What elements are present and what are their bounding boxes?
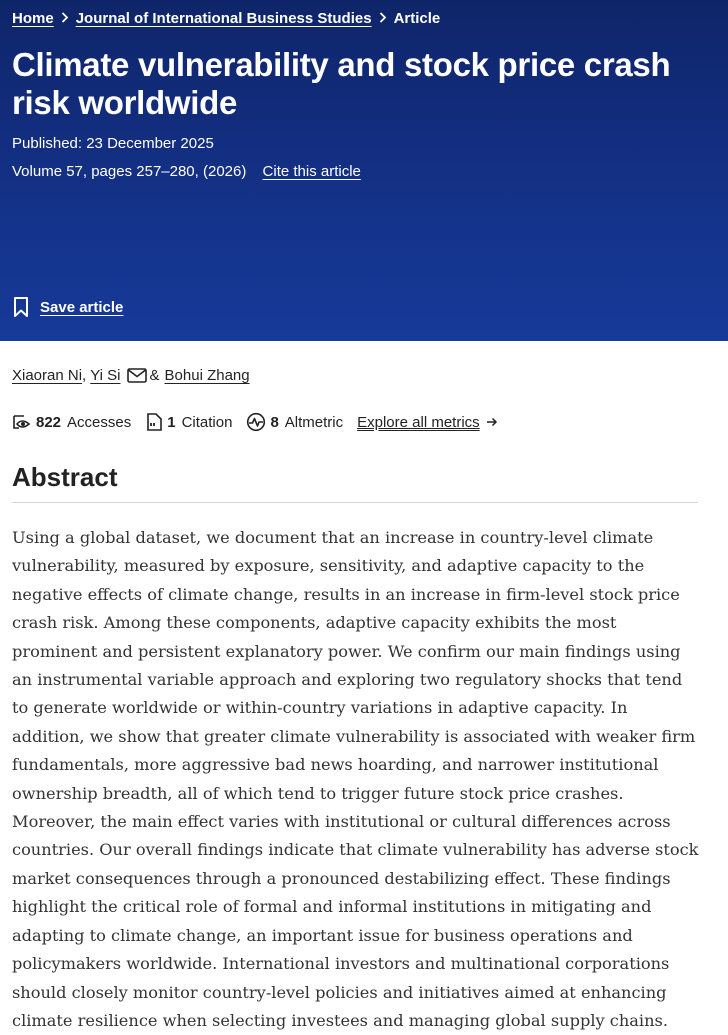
author-separator: , [82,367,87,384]
published-date: Published: 23 December 2025 [12,135,214,152]
volume-pages: Volume 57, pages 257–280, (2026) [12,163,247,180]
quote-icon [145,412,163,432]
citations-label: Citation [181,413,233,431]
save-article-label: Save article [40,298,124,316]
accesses-label: Accesses [67,413,132,431]
author-link[interactable]: Bohui Zhang [164,367,250,384]
explore-metrics-link[interactable] [357,414,498,431]
breadcrumb-current: Article [393,10,441,27]
chevron-right-icon [61,11,69,26]
explore-metrics-label: Explore all metrics [357,413,480,431]
author-link[interactable]: Xiaoran Ni [12,367,83,384]
article-metrics [12,412,498,432]
accesses-metric [12,412,131,432]
save-article-button[interactable] [12,296,123,318]
author-link[interactable]: Yi Si [90,367,121,384]
abstract-heading: Abstract [12,462,118,492]
altmetric-metric [246,412,343,432]
envelope-icon[interactable] [127,368,147,383]
breadcrumb-home-link[interactable]: Home [12,10,54,27]
altmetric-count: 8 [270,413,279,431]
accesses-count: 822 [36,413,62,431]
chevron-right-icon [379,11,387,26]
breadcrumb [12,10,440,27]
article-title: Climate vulnerability and stock price crash risk worldwide [12,46,671,121]
article-header [0,0,728,341]
divider [12,502,698,503]
cite-this-article-link[interactable]: Cite this article [262,163,361,180]
author-separator: & [149,367,160,384]
bookmark-icon [12,296,32,318]
citations-count: 1 [167,413,176,431]
author-list [12,367,250,384]
citations-metric [145,412,232,432]
arrow-right-icon [486,417,498,427]
abstract-text: Using a global dataset, we document that an increase in country-level climate vulnerability, measured by exposure, sensitivity, and adaptive capacity to the negative effects of climate change, results in an increase in firm-level stock price crash risk. Among these components, adaptive capacity exhibits the most prominent and persistent explanatory power. We confirm our main findings using an instrumental variable approach and exploring two regulatory shocks that tend to generate worldwide or within-country variations in adaptive capacity. In addition, we show that greater climate vulnerability is associated with weaker firm fundamentals, more aggressive bad news hoarding, and narrower institutional ownership breadth, all of which tend to trigger future stock price crashes. Moreover, the main effect varies with institutional or cultural differences across countries. Our overall findings indicate that climate vulnerability has adverse stock market consequences through a pronounced destabilizing effect. These findings highlight the critical role of formal and informal institutions in mitigating and adapting to climate change, an important issue for business operations and policymakers worldwide. International investors and multinational corporations should closely monitor country-level policies and initiatives aimed at enhancing climate resilience when selecting investees and managing global supply chains. [12,528,699,1030]
altmetric-icon [246,412,266,432]
breadcrumb-journal-link[interactable]: Journal of International Business Studies [75,10,372,27]
volume-info [12,163,361,180]
altmetric-label: Altmetric [284,413,344,431]
eye-icon [12,412,32,432]
